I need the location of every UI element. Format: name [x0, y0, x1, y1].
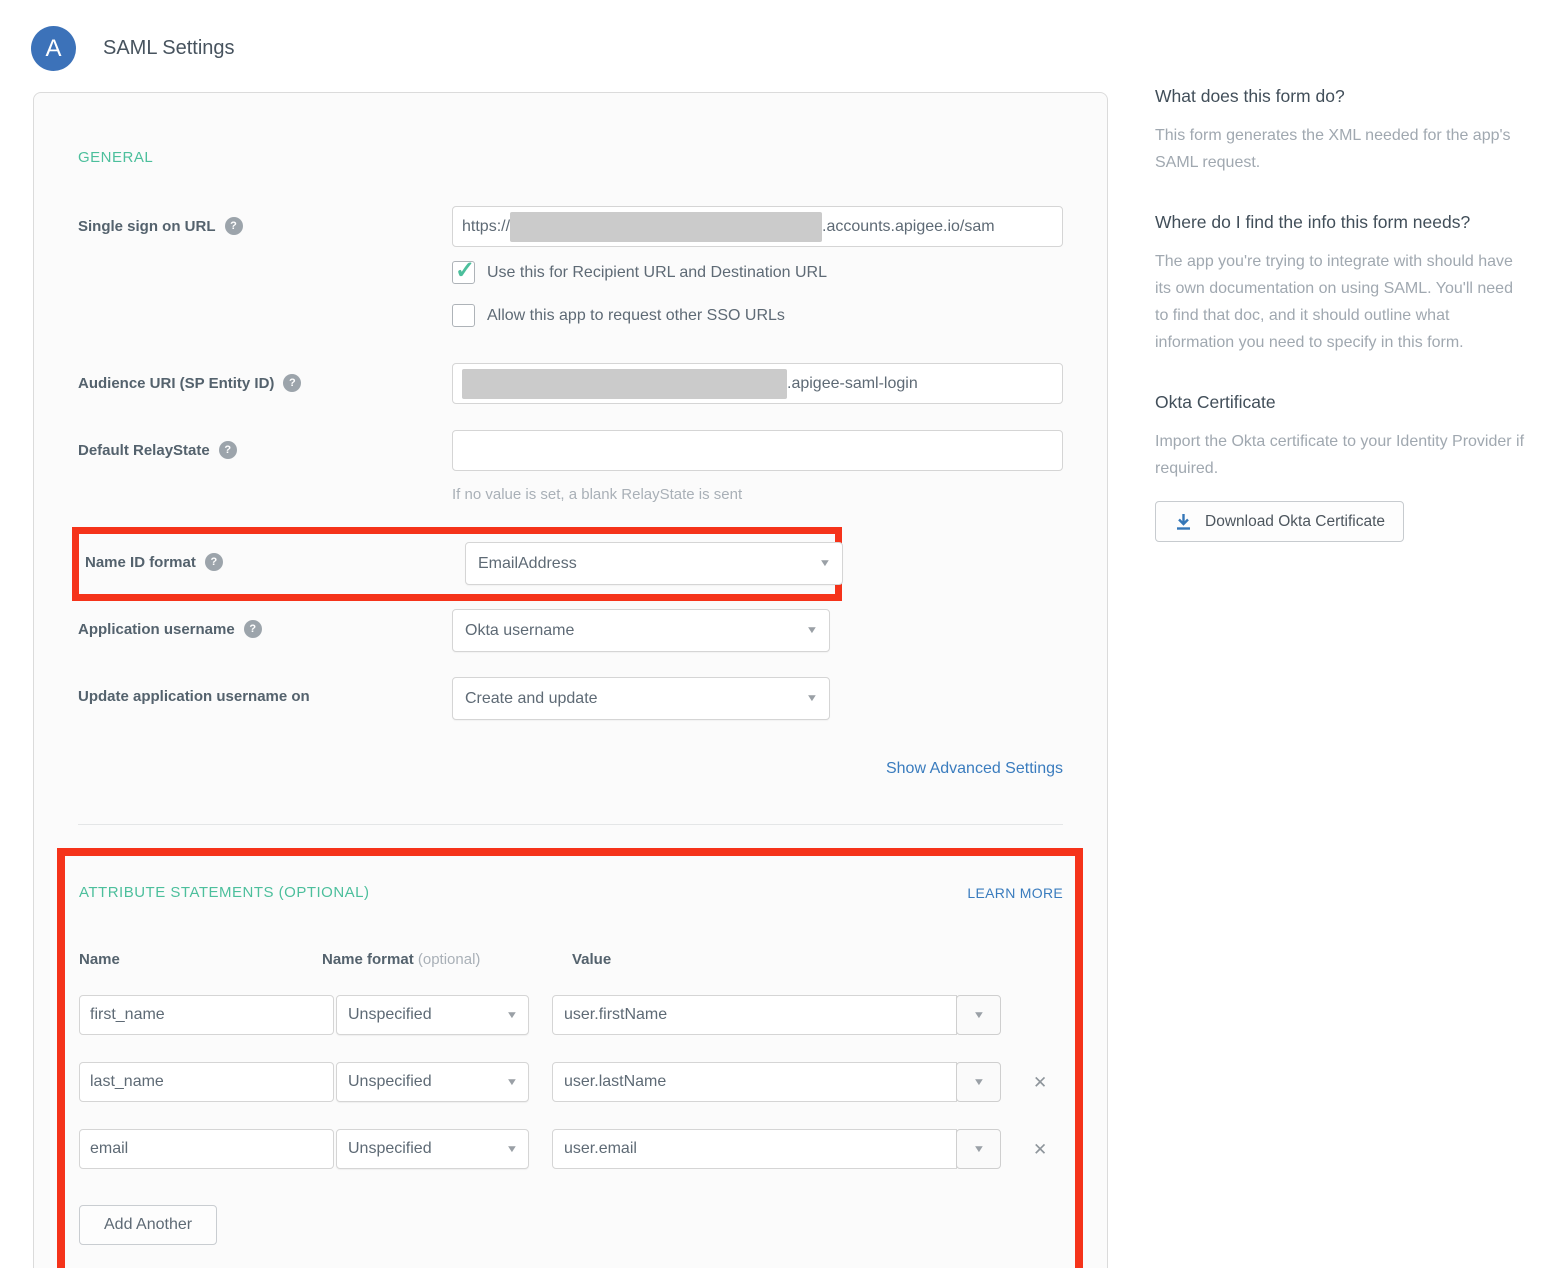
attribute-format-select[interactable] — [336, 1062, 529, 1102]
application-username-row — [78, 609, 1063, 652]
attribute-format-select[interactable] — [336, 995, 529, 1035]
download-icon — [1174, 512, 1193, 531]
name-id-format-select[interactable] — [465, 542, 843, 585]
advanced-settings-row — [78, 760, 1063, 778]
audience-uri-row — [78, 363, 1063, 404]
attribute-value-input[interactable] — [552, 995, 957, 1035]
relay-state-row — [78, 430, 1063, 503]
allow-sso-urls-checkbox-row — [452, 304, 1063, 327]
recipient-url-checkbox-label: Use this for Recipient URL and Destination URL — [487, 263, 828, 281]
name-id-format-row — [85, 542, 835, 585]
chevron-down-icon: ▼ — [505, 1009, 519, 1021]
remove-row-icon[interactable]: ✕ — [1033, 1072, 1048, 1092]
sidebar-body-where: The app you're trying to integrate with should have its own documentation on using SAML. You'll need to find that doc, and it should outline what information you need to specify in this form. — [1155, 253, 1513, 351]
sso-url-row — [78, 206, 1063, 327]
attribute-value-text: user.firstName — [564, 1006, 668, 1023]
sidebar-heading-where: Where do I find the info this form needs? — [1155, 212, 1471, 232]
download-certificate-label: Download Okta Certificate — [1205, 512, 1386, 530]
attribute-name-input[interactable] — [79, 1062, 334, 1102]
learn-more-link[interactable]: LEARN MORE — [967, 884, 1063, 901]
sso-url-label: Single sign on URL — [78, 217, 216, 235]
attribute-name-input[interactable] — [79, 1129, 334, 1169]
attribute-row — [79, 995, 1063, 1035]
update-username-value: Create and update — [465, 689, 598, 707]
update-username-label: Update application username on — [78, 688, 310, 705]
chevron-down-icon: ▼ — [972, 1076, 985, 1088]
name-id-highlight-box — [72, 527, 842, 601]
sidebar-body-certificate: Import the Okta certificate to your Identity Provider if required. — [1155, 433, 1525, 477]
step-header — [31, 26, 235, 71]
sso-url-prefix: https:// — [462, 217, 511, 235]
sidebar-heading-what: What does this form do? — [1155, 86, 1345, 106]
attribute-value-group — [552, 995, 1001, 1035]
sso-url-suffix: .accounts.apigee.io/sam — [822, 217, 995, 235]
saml-settings-panel — [33, 92, 1108, 1268]
audience-uri-suffix: .apigee-saml-login — [787, 374, 918, 392]
chevron-down-icon: ▼ — [805, 693, 819, 704]
redaction-block — [462, 369, 787, 399]
relay-state-hint: If no value is set, a blank RelayState is sent — [452, 486, 743, 503]
chevron-down-icon: ▼ — [505, 1143, 519, 1155]
name-id-format-label: Name ID format — [85, 553, 196, 571]
attribute-statements-highlight-box — [57, 848, 1083, 1268]
application-username-select[interactable] — [452, 609, 830, 652]
help-sidebar — [1155, 86, 1530, 542]
help-icon[interactable]: ? — [244, 620, 262, 638]
download-certificate-button[interactable] — [1155, 501, 1404, 542]
attribute-row — [79, 1062, 1063, 1102]
help-icon[interactable]: ? — [219, 441, 237, 459]
audience-uri-input[interactable] — [452, 363, 1063, 404]
column-header-value: Value — [572, 951, 612, 968]
chevron-down-icon: ▼ — [505, 1076, 519, 1088]
help-icon[interactable]: ? — [225, 217, 243, 235]
add-another-button[interactable]: Add Another — [79, 1205, 217, 1245]
attribute-value-group — [552, 1129, 1001, 1169]
attribute-value-group — [552, 1062, 1001, 1102]
sso-url-input[interactable] — [452, 206, 1063, 247]
attribute-value-dropdown-button[interactable] — [956, 1062, 1001, 1102]
recipient-url-checkbox[interactable] — [452, 261, 475, 284]
attribute-value-input[interactable] — [552, 1062, 957, 1102]
attribute-row — [79, 1129, 1063, 1169]
attribute-value-text: user.lastName — [564, 1073, 667, 1090]
chevron-down-icon: ▼ — [805, 625, 819, 636]
remove-row-icon[interactable]: ✕ — [1033, 1139, 1048, 1159]
update-username-select[interactable] — [452, 677, 830, 720]
page-title: SAML Settings — [103, 37, 235, 59]
attribute-statements-header — [79, 884, 1063, 901]
help-icon[interactable]: ? — [283, 374, 301, 392]
attribute-name-input[interactable] — [79, 995, 334, 1035]
allow-sso-urls-checkbox[interactable] — [452, 304, 475, 327]
chevron-down-icon: ▼ — [972, 1143, 985, 1155]
attribute-format-select[interactable] — [336, 1129, 529, 1169]
general-section-heading: GENERAL — [78, 149, 154, 166]
section-divider — [78, 824, 1063, 825]
column-header-name: Name — [79, 951, 120, 968]
attribute-statements-heading: ATTRIBUTE STATEMENTS (OPTIONAL) — [79, 884, 370, 901]
recipient-url-checkbox-row — [452, 261, 1063, 284]
audience-uri-label: Audience URI (SP Entity ID) — [78, 374, 275, 392]
attribute-value-dropdown-button[interactable] — [956, 1129, 1001, 1169]
application-username-label: Application username — [78, 620, 235, 638]
name-id-format-value: EmailAddress — [478, 554, 577, 572]
chevron-down-icon: ▼ — [972, 1009, 985, 1021]
attribute-value-dropdown-button[interactable] — [956, 995, 1001, 1035]
attribute-format-value: Unspecified — [348, 1140, 432, 1157]
step-letter-badge: A — [31, 26, 76, 71]
chevron-down-icon: ▼ — [818, 558, 832, 569]
column-header-format: Name format (optional) — [322, 951, 481, 968]
help-icon[interactable]: ? — [205, 553, 223, 571]
sidebar-body-what: This form generates the XML needed for the app's SAML request. — [1155, 127, 1511, 171]
attribute-value-text: user.email — [564, 1140, 637, 1157]
redaction-block — [510, 212, 822, 242]
sidebar-heading-certificate: Okta Certificate — [1155, 392, 1276, 412]
attribute-format-value: Unspecified — [348, 1073, 432, 1090]
show-advanced-settings-link[interactable]: Show Advanced Settings — [885, 760, 1063, 777]
attribute-format-value: Unspecified — [348, 1006, 432, 1023]
relay-state-input[interactable] — [452, 430, 1063, 471]
update-username-row — [78, 677, 1063, 720]
allow-sso-urls-checkbox-label: Allow this app to request other SSO URLs — [487, 306, 785, 324]
attribute-value-input[interactable] — [552, 1129, 957, 1169]
application-username-value: Okta username — [465, 621, 575, 639]
relay-state-label: Default RelayState — [78, 441, 210, 459]
attribute-column-headers — [79, 951, 1063, 968]
